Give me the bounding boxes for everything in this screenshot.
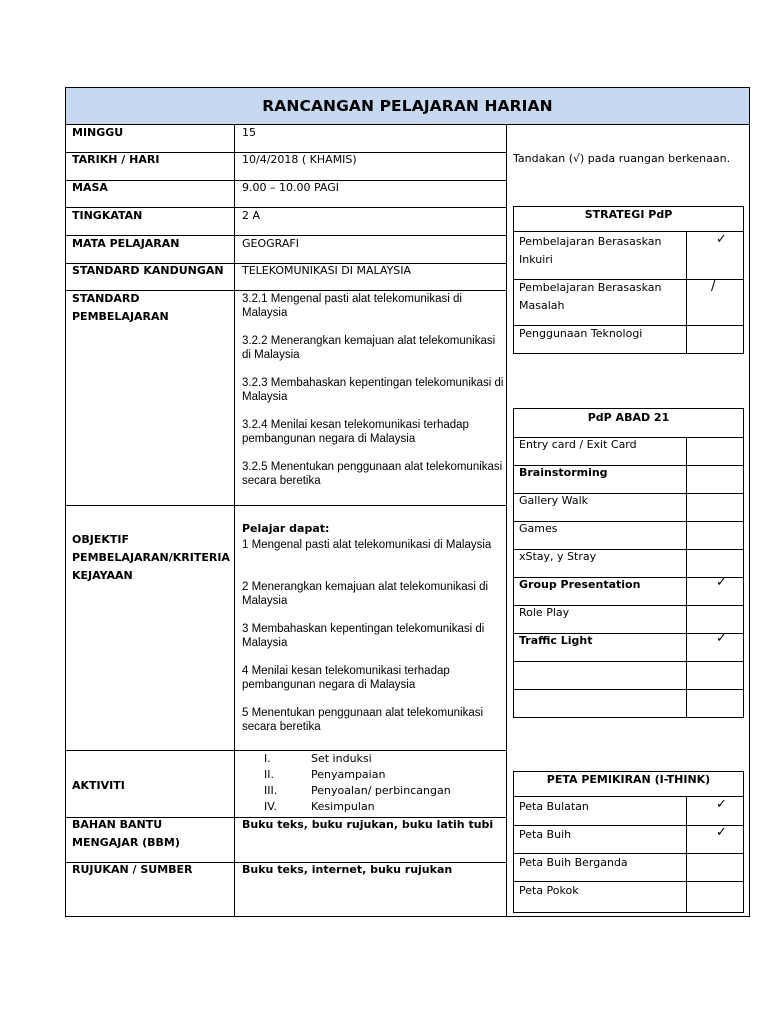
strategi-row-label: Pembelajaran Berasaskan (519, 281, 662, 294)
abad21-row-label: Role Play (519, 606, 570, 619)
objektif-item: 1 Mengenal pasti alat telekomunikasi di Malaysia (242, 539, 492, 551)
objektif-intro: Pelajar dapat: (242, 522, 330, 535)
mata-pelajaran-label: MATA PELAJARAN (72, 237, 180, 250)
aktiviti-item: Penyoalan/ perbincangan (311, 784, 451, 797)
aktiviti-label: AKTIVITI (72, 779, 125, 792)
tingkatan-label: TINGKATAN (72, 209, 143, 222)
aktiviti-num: I. (264, 752, 271, 765)
aktiviti-num: II. (264, 768, 274, 781)
abad21-row-label: Entry card / Exit Card (519, 438, 637, 451)
instruction-text: Tandakan (√) pada ruangan berkenaan. (513, 152, 731, 165)
standard-pembelajaran-label-1: STANDARD (72, 292, 140, 305)
slash-mark-icon: / (711, 279, 716, 294)
abad21-header: PdP ABAD 21 (587, 411, 670, 424)
standard-item: 3.2.3 Membahaskan kepentingan telekomunikasi di Malaysia (242, 377, 504, 403)
bbm-label-2: MENGAJAR (BBM) (72, 836, 180, 849)
rujukan-value: Buku teks, internet, buku rujukan (242, 863, 453, 876)
standard-kandungan-value: TELEKOMUNIKASI DI MALAYSIA (242, 264, 412, 277)
aktiviti-item: Penyampaian (311, 768, 386, 781)
check-icon: ✓ (716, 797, 727, 812)
check-icon: ✓ (716, 575, 727, 590)
standard-item: 3.2.2 Menerangkan kemajuan alat telekomunikasi di Malaysia (242, 335, 496, 361)
standard-item: 3.2.5 Menentukan penggunaan alat telekomunikasi secara beretika (242, 461, 503, 487)
ithink-header: PETA PEMIKIRAN (I-THINK) (546, 773, 711, 786)
tarikh-value: 10/4/2018 ( KHAMIS) (242, 153, 357, 166)
standard-item: 3.2.4 Menilai kesan telekomunikasi terhadap pembangunan negara di Malaysia (242, 419, 469, 445)
column-divider (686, 231, 687, 353)
column-divider-right (506, 125, 507, 917)
objektif-item: 4 Menilai kesan telekomunikasi terhadap pembangunan negara di Malaysia (242, 665, 450, 691)
standard-item: 3.2.1 Mengenal pasti alat telekomunikasi di Malaysia (242, 293, 462, 319)
abad21-row-label: xStay, y Stray (519, 550, 597, 563)
ithink-row-label: Peta Buih Berganda (519, 856, 628, 869)
abad21-row-label: Group Presentation (519, 578, 641, 591)
strategi-row-label: Masalah (519, 299, 565, 312)
abad21-row-label: Brainstorming (519, 466, 608, 479)
rujukan-label: RUJUKAN / SUMBER (72, 863, 193, 876)
standard-kandungan-label: STANDARD KANDUNGAN (72, 264, 224, 277)
objektif-item: 3 Membahaskan kepentingan telekomunikasi di Malaysia (242, 623, 485, 649)
ithink-row-label: Peta Buih (519, 828, 572, 841)
row-divider (513, 796, 744, 797)
minggu-value: 15 (242, 126, 256, 139)
mata-pelajaran-value: GEOGRAFI (242, 237, 299, 250)
objektif-item: 5 Menentukan penggunaan alat telekomunikasi secara beretika (242, 707, 484, 733)
ithink-row-label: Peta Bulatan (519, 800, 589, 813)
strategi-row-label: Penggunaan Teknologi (519, 327, 643, 340)
standard-pembelajaran-label-2: PEMBELAJARAN (72, 310, 169, 323)
ithink-row-label: Peta Pokok (519, 884, 579, 897)
bbm-value: Buku teks, buku rujukan, buku latih tubi (242, 818, 494, 831)
abad21-row-label: Games (519, 522, 558, 535)
page-title: RANCANGAN PELAJARAN HARIAN (65, 87, 750, 125)
objektif-label-3: KEJAYAAN (72, 569, 133, 582)
objektif-label-1: OBJEKTIF (72, 533, 129, 546)
check-icon: ✓ (716, 232, 727, 247)
check-icon: ✓ (716, 631, 727, 646)
tarikh-label: TARIKH / HARI (72, 153, 160, 166)
row-divider (513, 231, 744, 232)
column-divider (686, 796, 687, 912)
row-divider (65, 750, 506, 751)
minggu-label: MINGGU (72, 126, 124, 139)
aktiviti-num: III. (264, 784, 278, 797)
aktiviti-item: Kesimpulan (311, 800, 375, 813)
row-divider (513, 689, 744, 690)
row-divider (65, 505, 506, 506)
abad21-row-label: Gallery Walk (519, 494, 589, 507)
objektif-label-2: PEMBELAJARAN/KRITERIA (72, 551, 230, 564)
masa-label: MASA (72, 181, 108, 194)
strategi-header: STRATEGI PdP (584, 208, 673, 221)
column-divider-left (234, 125, 235, 917)
strategi-row-label: Inkuiri (519, 253, 553, 266)
objektif-item: 2 Menerangkan kemajuan alat telekomunikasi di Malaysia (242, 581, 489, 607)
aktiviti-num: IV. (264, 800, 277, 813)
abad21-row-label: Traffic Light (519, 634, 593, 647)
aktiviti-item: Set induksi (311, 752, 372, 765)
masa-value: 9.00 – 10.00 PAGI (242, 181, 340, 194)
tingkatan-value: 2 A (242, 209, 261, 222)
check-icon: ✓ (716, 825, 727, 840)
bbm-label-1: BAHAN BANTU (72, 818, 163, 831)
row-divider (513, 661, 744, 662)
strategi-row-label: Pembelajaran Berasaskan (519, 235, 662, 248)
